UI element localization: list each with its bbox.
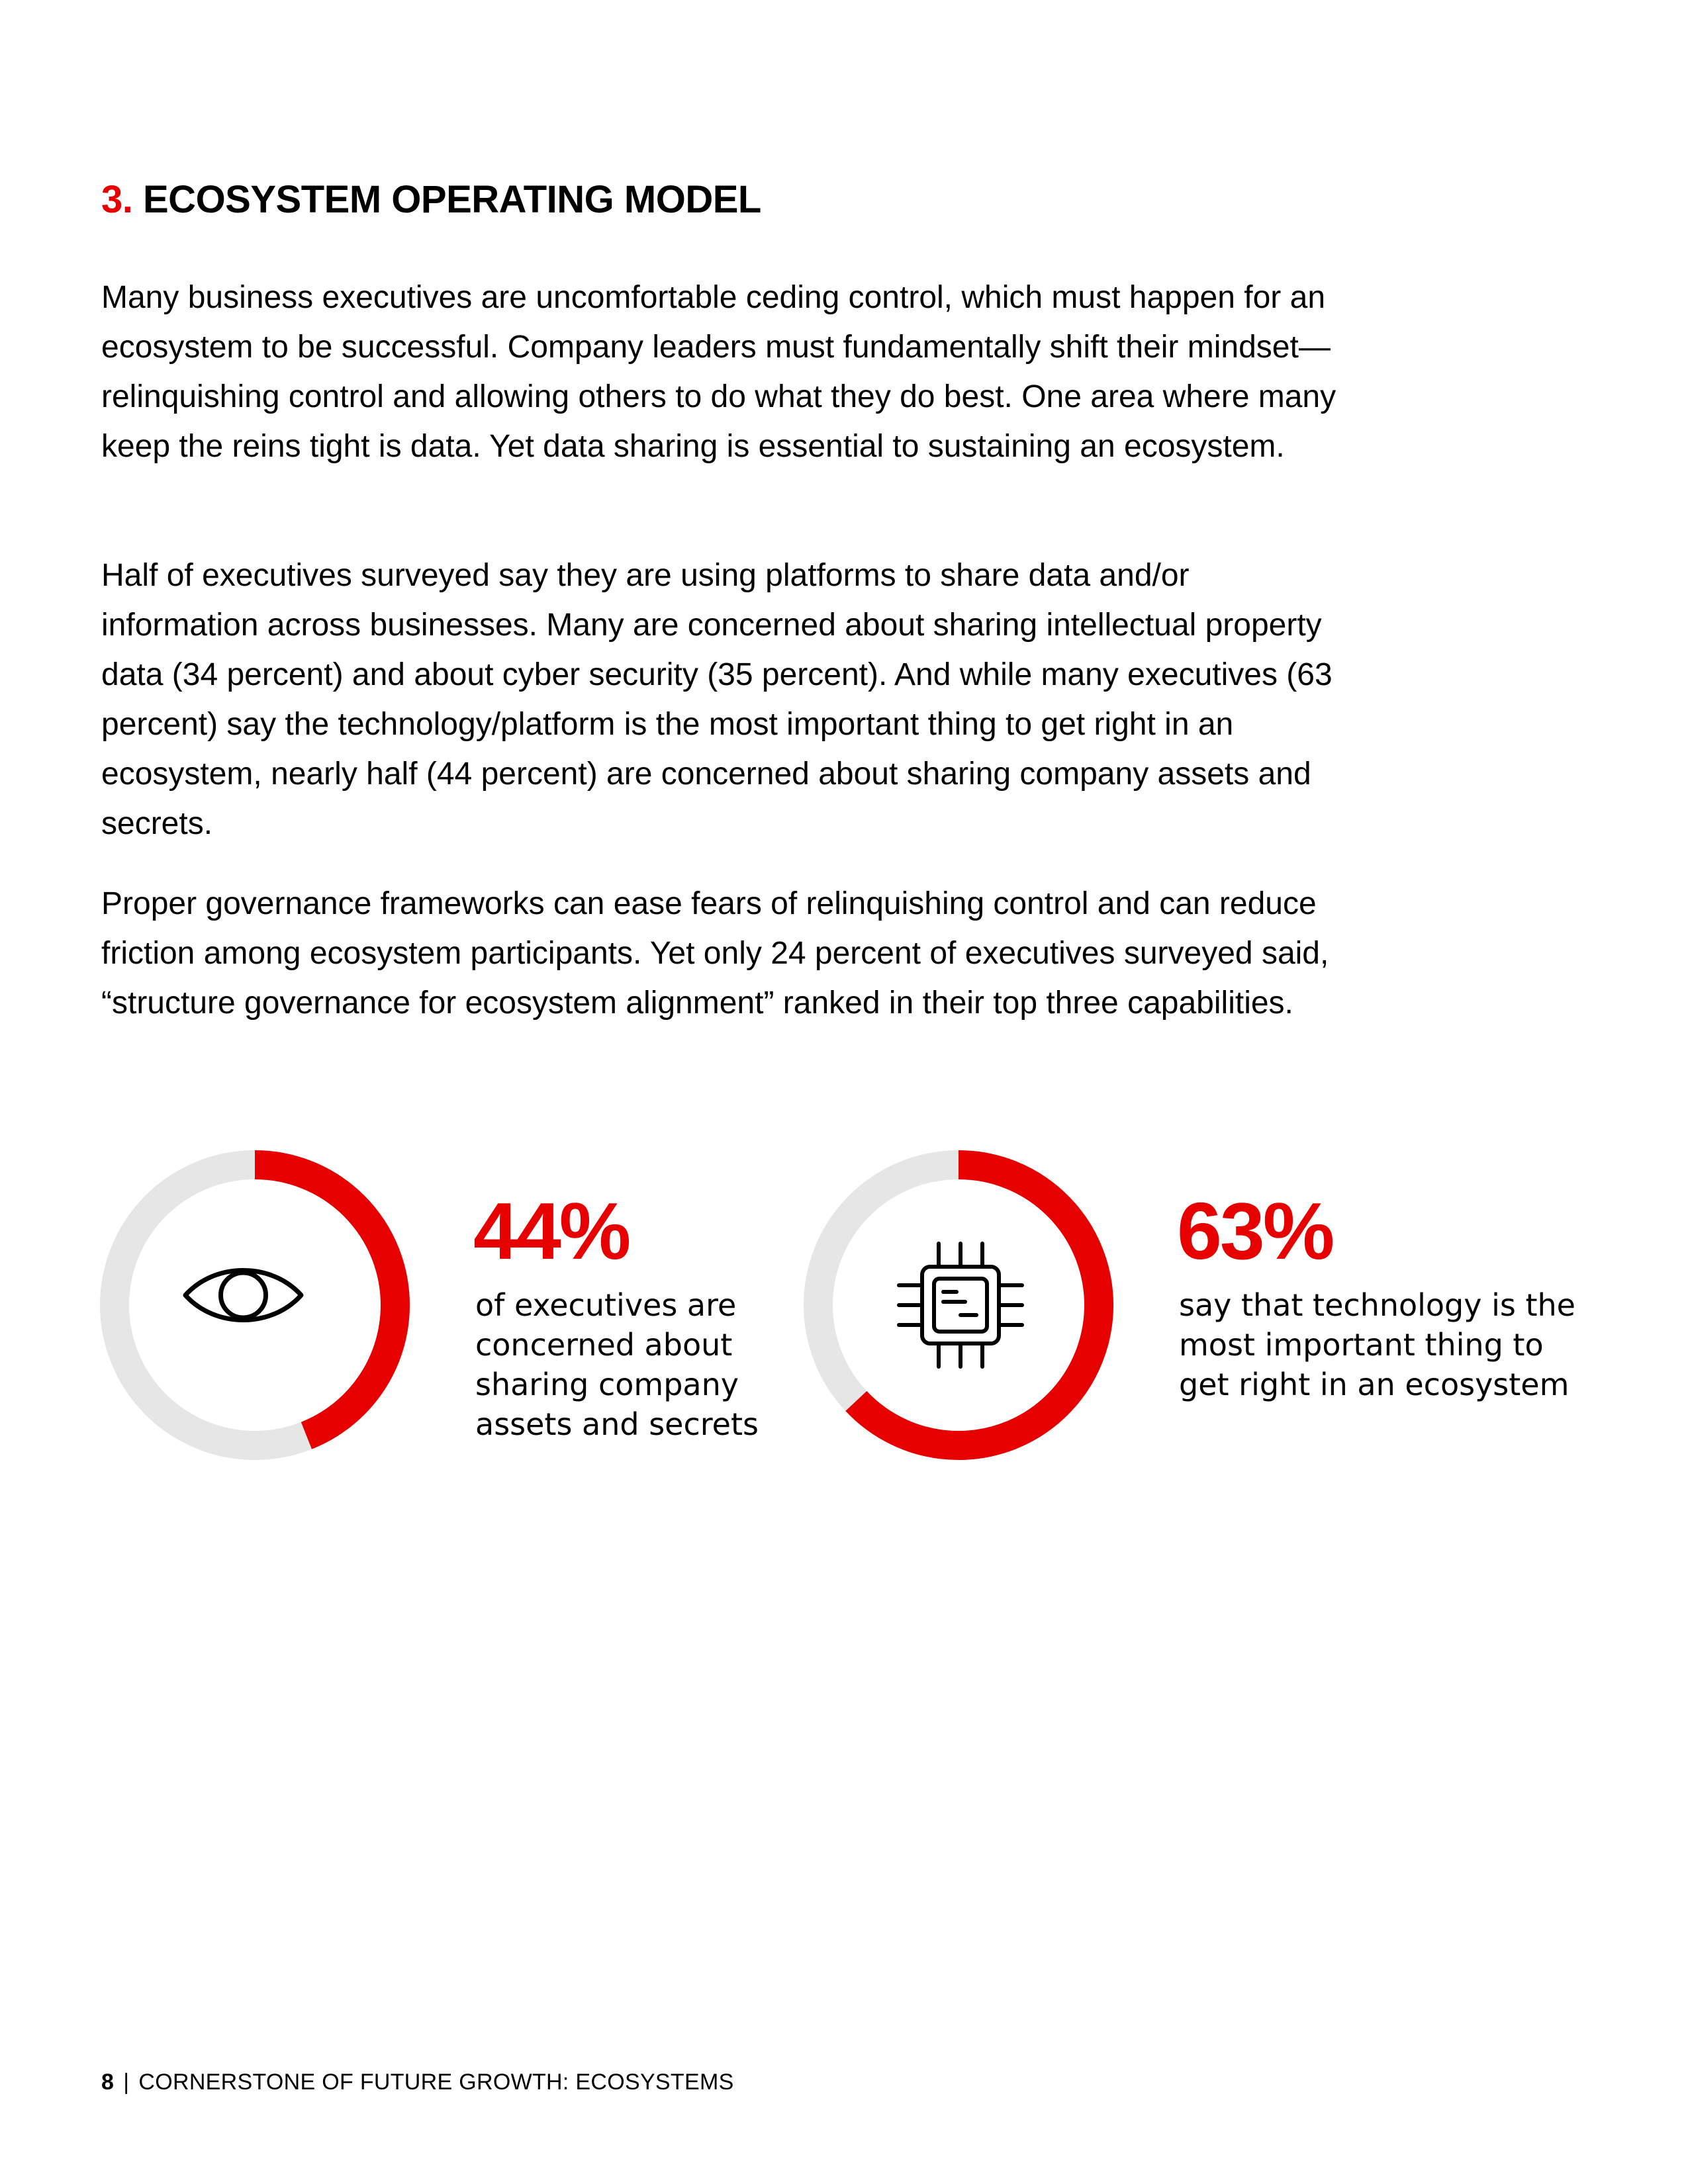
donut-chart-63: [803, 1150, 1114, 1461]
donut-chart-44: [99, 1150, 410, 1461]
footer-separator: |: [123, 2070, 130, 2095]
section-heading: [101, 173, 761, 226]
chip-icon: [899, 1244, 1022, 1367]
body-paragraph-2: Half of executives surveyed say they are using platforms to share data and/or information across businesses. Many are concerned about sharing intellectual property data (34 percent) and about cyber security (35 percent). And while many executives (63 percent) say the technology/platform is the most important thing to get right in an ecosystem, nearly half (44 percent) are concerned about sharing company assets and secrets.: [101, 558, 1333, 841]
stat-callout-2: [803, 1150, 1575, 1461]
stat-value: 63%: [1177, 1186, 1333, 1276]
footer-title: CORNERSTONE OF FUTURE GROWTH: ECOSYSTEMS: [138, 2070, 734, 2095]
body-paragraph-3: Proper governance frameworks can ease fears of relinquishing control and can reduce friction among ecosystem participants. Yet only 24 percent of executives surveyed said, “structure governance for ecosystem alignment” ranked in their top three capabilities.: [101, 886, 1329, 1021]
stat-value: 44%: [473, 1186, 630, 1276]
stat-description: of executives are concerned about sharing company assets and secrets: [475, 1287, 759, 1442]
stat-callout-1: [99, 1150, 794, 1461]
section-number: 3.: [101, 178, 133, 221]
page-number: 8: [101, 2070, 115, 2095]
stat-description: say that technology is the most important thing to get right in an ecosystem: [1179, 1287, 1575, 1402]
body-paragraph-1: Many business executives are uncomfortable ceding control, which must happen for an ecosystem to be successful. Company leaders must fundamentally shift their mindset—relinquishing control and allowing others to do what they do best. One area where many keep the reins tight is data. Yet data sharing is essential to sustaining an ecosystem.: [101, 280, 1336, 464]
section-title: ECOSYSTEM OPERATING MODEL: [143, 178, 761, 221]
eye-icon: [185, 1271, 301, 1320]
page-footer: [101, 2068, 734, 2097]
